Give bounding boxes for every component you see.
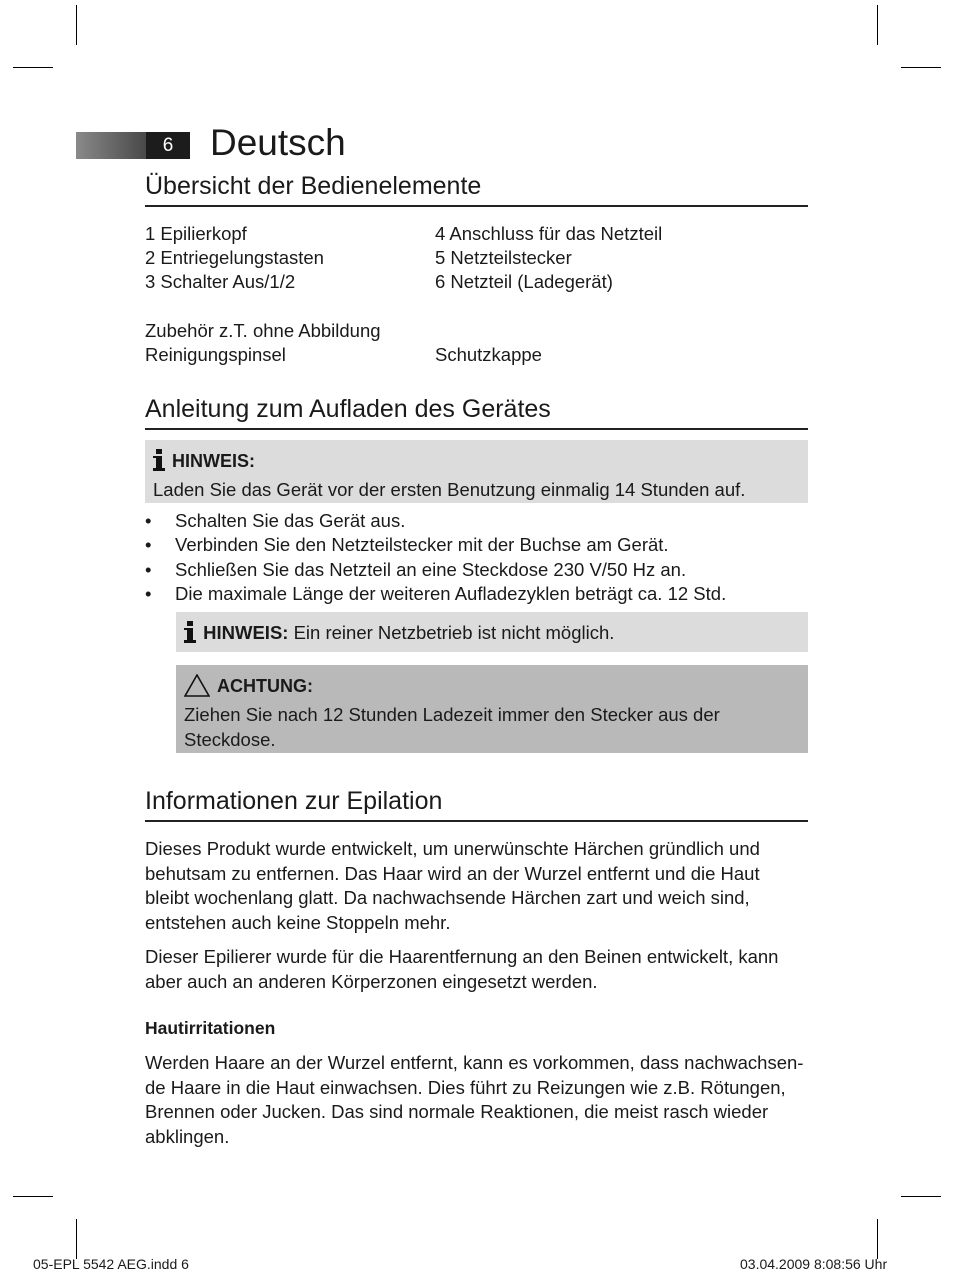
crop-mark	[877, 5, 878, 45]
note-box-2	[176, 612, 808, 652]
section-heading-epilation: Informationen zur Epilation	[145, 785, 808, 822]
note-text: Ein reiner Netzbetrieb ist nicht möglich.	[288, 622, 615, 643]
warning-line: Steckdose.	[184, 728, 276, 750]
crop-mark	[877, 1219, 878, 1259]
crop-mark	[901, 67, 941, 68]
overview-item: 2 Entriegelungstasten	[145, 247, 324, 268]
crop-mark	[13, 67, 53, 68]
note-box	[145, 440, 808, 503]
footer-timestamp: 03.04.2009 8:08:56 Uhr	[740, 1256, 888, 1272]
paragraph: Dieses Produkt wurde entwickelt, um unerwünschte Härchen gründlich und behutsam zu entfernen. Das Haar wird an der Wurzel entfernt und die Haut bleibt wochenlang glatt. Da nachwachsende Härchen zart und weich sind, entstehen auch keine Stoppeln mehr.	[145, 838, 760, 933]
accessory-item: Schutzkappe	[435, 344, 542, 365]
warning-box	[176, 665, 808, 753]
charging-steps-list	[145, 509, 815, 606]
info-icon	[184, 621, 198, 649]
crop-mark	[76, 1219, 77, 1259]
list-item: • Verbinden Sie den Netzteilstecker mit der Buchse am Gerät.	[145, 533, 815, 557]
footer-file: 05-EPL 5542 AEG.indd 6	[33, 1256, 189, 1272]
paragraph: Dieser Epilierer wurde für die Haarentfernung an den Beinen entwickelt, kann aber auch an anderen Körperzonen eingesetzt werden.	[145, 946, 779, 992]
crop-mark	[76, 5, 77, 45]
overview-item: 4 Anschluss für das Netzteil	[435, 223, 663, 244]
overview-item: 1 Epilierkopf	[145, 223, 247, 244]
list-item: • Die maximale Länge der weiteren Aufladezyklen beträgt ca. 12 Std.	[145, 582, 815, 606]
list-item: • Schließen Sie das Netzteil an eine Steckdose 230 V/50 Hz an.	[145, 558, 815, 582]
accessory-item: Reinigungspinsel	[145, 344, 286, 365]
crop-mark	[901, 1196, 941, 1197]
note-label: HINWEIS:	[172, 451, 256, 471]
paragraph: Werden Haare an der Wurzel entfernt, kann es vorkommen, dass nachwachsen-de Haare in die Haut einwachsen. Dies führt zu Reizungen wie z.B. Rötungen, Brennen oder Jucken. Das sind normale Reaktionen, die meist rasch wieder abklingen.	[145, 1052, 804, 1147]
page-number: 6	[146, 132, 190, 159]
accessories-label: Zubehör z.T. ohne Abbildung	[145, 320, 381, 341]
list-item: • Schalten Sie das Gerät aus.	[145, 509, 815, 533]
note-text: Laden Sie das Gerät vor der ersten Benutzung einmalig 14 Stunden auf.	[153, 479, 746, 500]
crop-mark	[13, 1196, 53, 1197]
section-heading-overview: Übersicht der Bedienelemente	[145, 170, 808, 207]
section-heading-charging: Anleitung zum Aufladen des Gerätes	[145, 393, 808, 430]
warning-label: ACHTUNG:	[217, 676, 314, 696]
warning-triangle-icon	[184, 674, 212, 703]
note-label: HINWEIS:	[203, 622, 289, 643]
info-icon	[153, 449, 167, 477]
overview-item: 3 Schalter Aus/1/2	[145, 271, 296, 292]
overview-item: 5 Netzteilstecker	[435, 247, 572, 268]
subheading: Hautirritationen	[145, 1018, 276, 1038]
page-title: Deutsch	[210, 122, 346, 163]
warning-text	[184, 703, 720, 752]
overview-item: 6 Netzteil (Ladegerät)	[435, 271, 613, 292]
warning-line: Ziehen Sie nach 12 Stunden Ladezeit immer den Stecker aus der	[184, 704, 720, 725]
